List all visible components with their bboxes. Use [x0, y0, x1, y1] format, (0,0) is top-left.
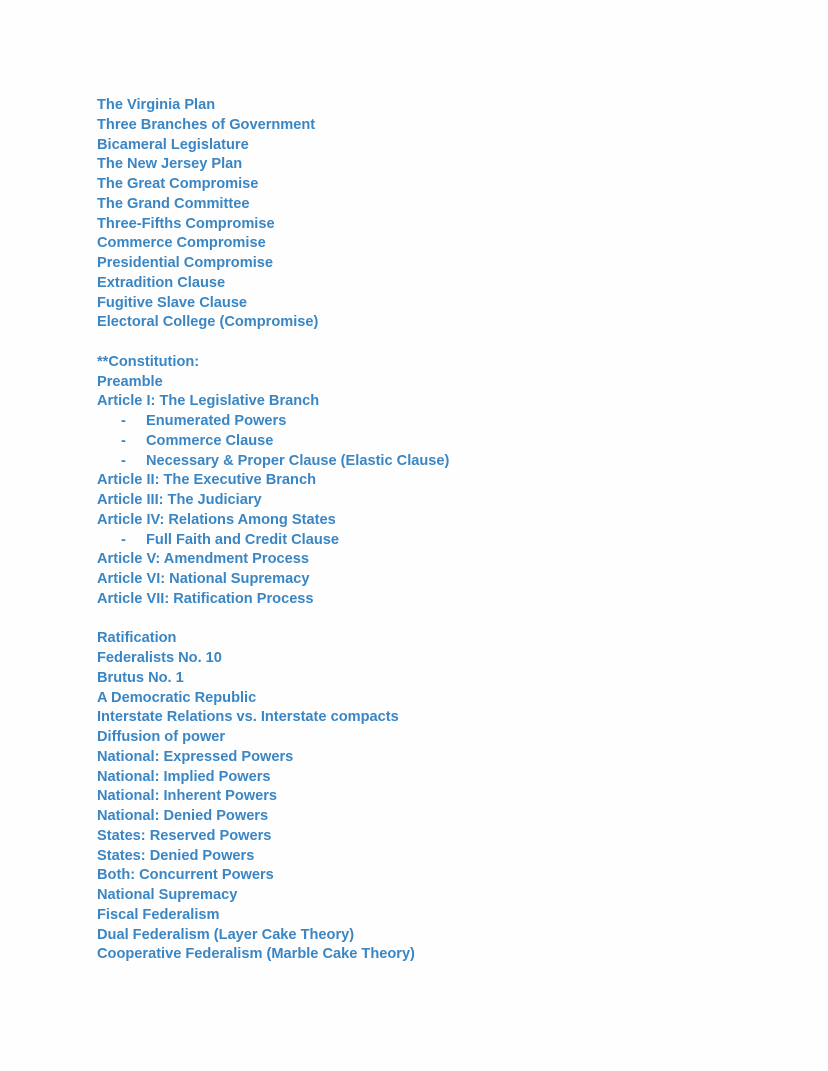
term-national-denied-powers: National: Denied Powers — [97, 808, 269, 824]
term-ratification: Ratification — [97, 630, 177, 647]
term-article-1: Article I: The Legislative Branch — [97, 393, 320, 410]
term-great-compromise: The Great Compromise — [97, 176, 259, 192]
document-body — [97, 96, 797, 965]
term-preamble: Preamble — [97, 373, 163, 390]
term-article-3: Article III: The Judiciary — [97, 492, 262, 508]
term-bicameral-legislature: Bicameral Legislature — [97, 136, 249, 153]
term-three-fifths-compromise: Three-Fifths Compromise — [97, 215, 275, 232]
term-diffusion-of-power: Diffusion of power — [97, 729, 226, 745]
term-grand-committee: The Grand Committee — [97, 195, 250, 212]
term-inherent-powers: National: Inherent Powers — [97, 788, 278, 805]
term-democratic-republic: A Democratic Republic — [97, 689, 257, 706]
term-article-4: Article IV: Relations Among States — [97, 511, 336, 528]
convention-terms-list — [97, 96, 797, 333]
bullet-item — [97, 531, 797, 551]
term-three-branches: Three Branches of Government — [97, 116, 316, 133]
term-dual-federalism: Dual Federalism (Layer Cake Theory) — [97, 926, 355, 943]
term-full-faith-credit-clause: Full Faith and Credit Clause — [146, 531, 339, 548]
constitution-heading: **Constitution: — [97, 353, 200, 370]
bullet-dash: - — [121, 432, 126, 449]
bullet-dash: - — [121, 531, 126, 548]
term-fiscal-federalism: Fiscal Federalism — [97, 906, 220, 923]
bullet-item — [97, 412, 797, 432]
bullet-dash: - — [121, 413, 126, 429]
bullet-item — [97, 432, 797, 452]
term-fugitive-slave-clause: Fugitive Slave Clause — [97, 294, 248, 311]
term-enumerated-powers: Enumerated Powers — [146, 413, 287, 429]
term-virginia-plan: The Virginia Plan — [97, 97, 216, 113]
term-electoral-college: Electoral College (Compromise) — [97, 314, 319, 331]
term-article-6: Article VI: National Supremacy — [97, 571, 310, 587]
term-cooperative-federalism: Cooperative Federalism (Marble Cake Theory) — [97, 946, 415, 963]
term-federalists-10: Federalists No. 10 — [97, 650, 222, 666]
term-brutus-1: Brutus No. 1 — [97, 669, 184, 686]
bullet-item — [97, 452, 797, 472]
term-presidential-compromise: Presidential Compromise — [97, 255, 273, 271]
federalism-terms-list — [97, 629, 797, 965]
term-implied-powers: National: Implied Powers — [97, 768, 271, 785]
term-states-denied-powers: States: Denied Powers — [97, 847, 255, 864]
section-spacer — [97, 610, 797, 630]
term-reserved-powers: States: Reserved Powers — [97, 827, 272, 844]
term-article-7: Article VII: Ratification Process — [97, 590, 314, 607]
term-expressed-powers: National: Expressed Powers — [97, 748, 294, 765]
term-commerce-clause: Commerce Clause — [146, 432, 274, 449]
term-commerce-compromise: Commerce Compromise — [97, 235, 266, 252]
term-article-2: Article II: The Executive Branch — [97, 472, 316, 489]
term-interstate-relations: Interstate Relations vs. Interstate compacts — [97, 709, 399, 726]
term-necessary-proper-clause: Necessary & Proper Clause (Elastic Clause) — [146, 452, 450, 469]
constitution-terms-list — [97, 353, 797, 610]
term-concurrent-powers: Both: Concurrent Powers — [97, 867, 274, 884]
term-new-jersey-plan: The New Jersey Plan — [97, 156, 243, 173]
section-spacer — [97, 333, 797, 353]
bullet-dash: - — [121, 452, 126, 469]
term-extradition-clause: Extradition Clause — [97, 274, 226, 291]
term-national-supremacy: National Supremacy — [97, 887, 238, 903]
term-article-5: Article V: Amendment Process — [97, 551, 309, 568]
